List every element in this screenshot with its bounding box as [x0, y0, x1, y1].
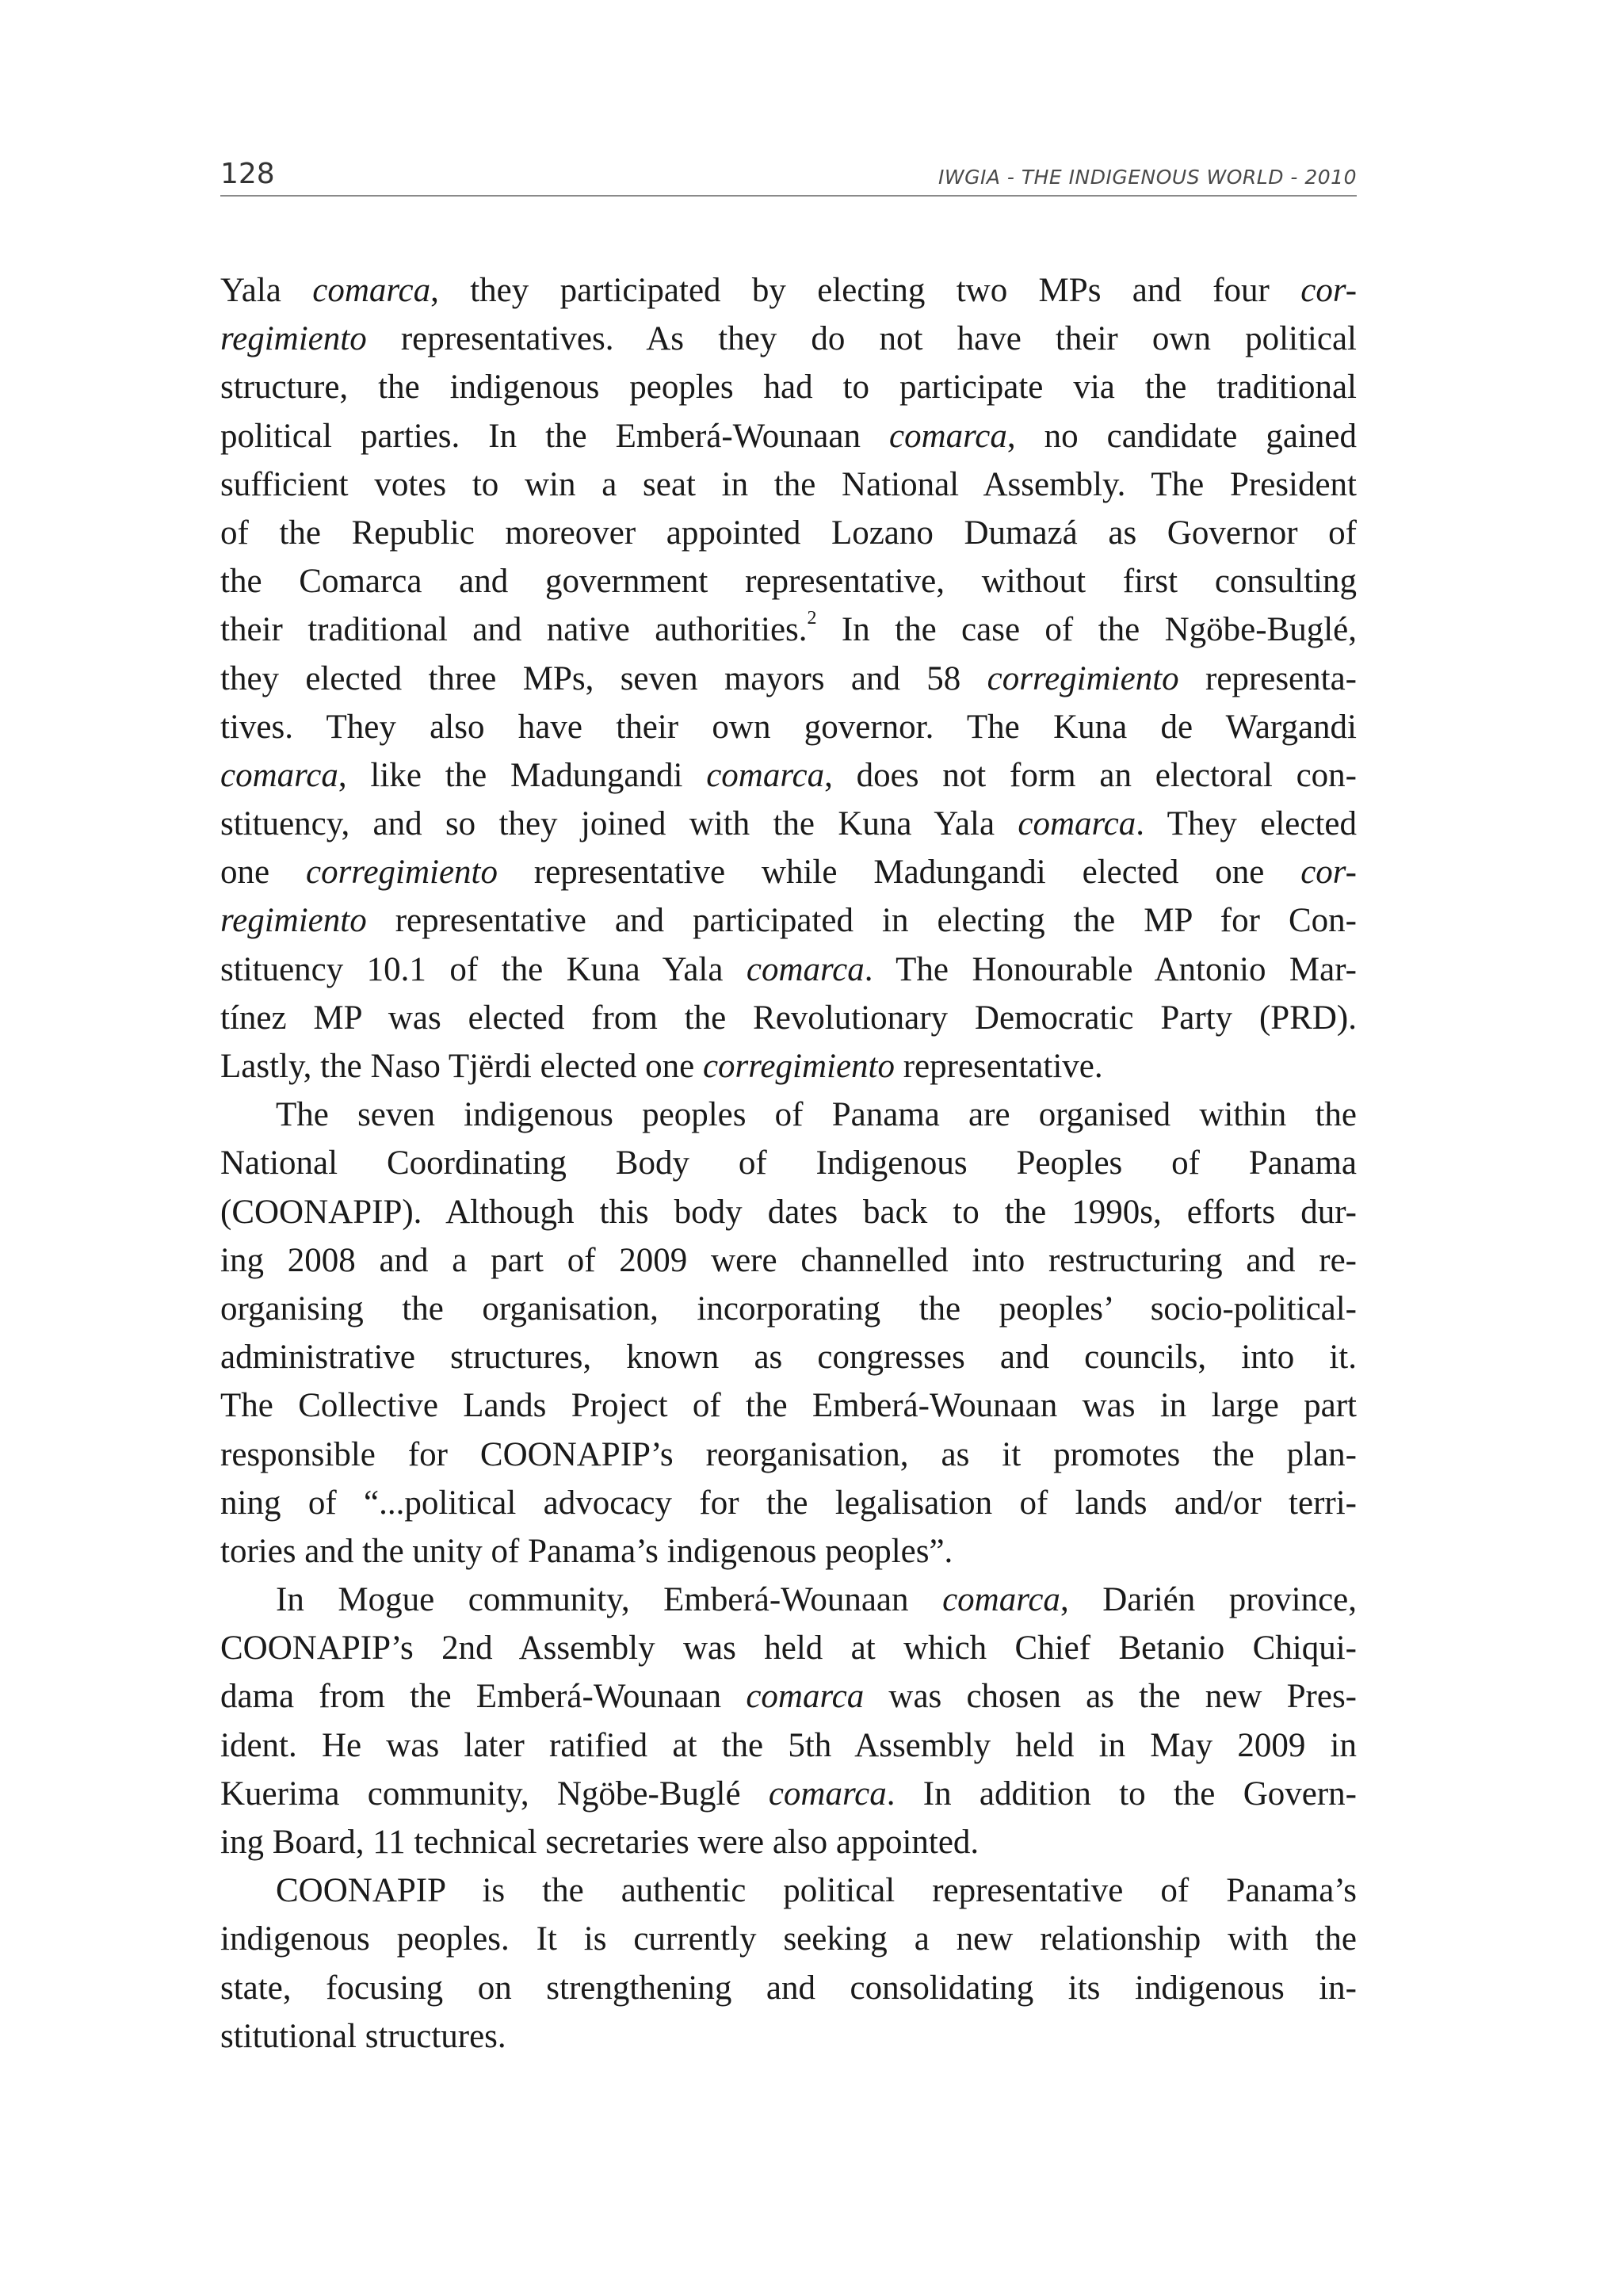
text-run: stitutional structures.	[220, 2017, 506, 2055]
italic-term: comarca	[768, 1775, 887, 1813]
text-run: tives. They also have their own governor. The Kuna de Wargandi	[220, 708, 1357, 746]
text-run: their traditional and native authorities.	[220, 611, 808, 649]
text-line	[220, 1721, 1357, 1770]
footnote-ref: 2	[807, 608, 817, 629]
text-run: COONAPIP’s 2nd Assembly was held at which Chief Betanio Chiqui-	[220, 1629, 1357, 1668]
text-line	[220, 848, 1357, 896]
italic-term: comarca	[1018, 805, 1136, 843]
text-line	[220, 946, 1357, 994]
text-run: In Mogue community, Emberá-Wounaan	[276, 1581, 943, 1619]
text-run: . They elected	[1136, 805, 1358, 843]
text-run: representatives. As they do not have their own political	[366, 320, 1357, 358]
text-run: representative while Madungandi elected one	[498, 854, 1301, 892]
text-run: they elected three MPs, seven mayors and 58	[220, 659, 987, 697]
italic-term: comarca	[746, 1678, 865, 1716]
italic-term: comarca	[746, 950, 865, 988]
text-line	[220, 1188, 1357, 1236]
paragraph	[220, 1866, 1357, 2061]
text-line	[220, 1818, 1357, 1866]
text-line	[220, 994, 1357, 1042]
italic-term: comarca	[220, 756, 338, 794]
text-line	[220, 1285, 1357, 1333]
text-run: representa-	[1178, 659, 1357, 697]
text-run: ning of “...political advocacy for the legalisation of lands and/or terri-	[220, 1484, 1357, 1522]
text-line	[220, 896, 1357, 945]
text-run: ing Board, 11 technical secretaries were also appointed.	[220, 1824, 980, 1861]
text-run: of the Republic moreover appointed Lozano Dumazá as Governor of	[220, 514, 1357, 552]
italic-term: cor-	[1300, 854, 1357, 892]
running-header	[220, 155, 1357, 197]
text-run: ing 2008 and a part of 2009 were channelled into restructuring and re-	[220, 1241, 1357, 1279]
text-line	[220, 1139, 1357, 1187]
text-run: (COONAPIP). Although this body dates back to the 1990s, efforts dur-	[220, 1193, 1357, 1231]
text-run: Kuerima community, Ngöbe-Buglé	[220, 1775, 769, 1813]
text-line	[220, 460, 1357, 509]
text-run: representative and participated in electing the MP for Con-	[366, 902, 1357, 940]
page-number: 128	[220, 158, 275, 190]
text-run: stituency, and so they joined with the Kuna Yala	[220, 805, 1018, 843]
text-line	[220, 1527, 1357, 1576]
text-line	[220, 363, 1357, 411]
text-line	[220, 1866, 1357, 1915]
text-run: sufficient votes to win a seat in the National Assembly. The President	[220, 465, 1357, 503]
italic-term: regimiento	[220, 902, 367, 940]
text-run: tories and the unity of Panama’s indigenous peoples”.	[220, 1532, 953, 1570]
text-line	[220, 1236, 1357, 1285]
text-run: political parties. In the Emberá-Wounaan	[220, 417, 889, 455]
text-run: The seven indigenous peoples of Panama are organised within the	[276, 1096, 1357, 1134]
italic-term: corregimiento	[305, 854, 498, 892]
italic-term: comarca	[312, 272, 431, 309]
text-line	[220, 1091, 1357, 1139]
text-line	[220, 557, 1357, 606]
text-run: Yala	[220, 272, 313, 309]
text-line	[220, 1672, 1357, 1721]
text-run: Lastly, the Naso Tjërdi elected one	[220, 1048, 703, 1085]
text-run: , they participated by electing two MPs and four	[430, 272, 1301, 309]
body-text	[220, 266, 1357, 2061]
text-run: , no candidate gained	[1006, 417, 1357, 455]
text-line	[220, 1576, 1357, 1624]
italic-term: regimiento	[220, 320, 367, 358]
text-run: ident. He was later ratified at the 5th Assembly held in May 2009 in	[220, 1726, 1357, 1764]
text-run: responsible for COONAPIP’s reorganisation, as it promotes the plan-	[220, 1435, 1357, 1473]
text-run: , Darién province,	[1060, 1581, 1357, 1619]
text-line	[220, 800, 1357, 848]
text-run: one	[220, 854, 306, 892]
text-line	[220, 2012, 1357, 2061]
italic-term: comarca	[942, 1581, 1060, 1619]
text-line	[220, 703, 1357, 751]
text-line	[220, 266, 1357, 315]
text-run: organising the organisation, incorporating the peoples’ socio-political-	[220, 1289, 1357, 1328]
text-line	[220, 655, 1357, 703]
italic-term: comarca	[889, 417, 1007, 455]
italic-term: comarca	[706, 756, 825, 794]
text-line	[220, 606, 1357, 654]
text-run: National Coordinating Body of Indigenous Peoples of Panama	[220, 1144, 1357, 1182]
italic-term: corregimiento	[987, 659, 1179, 697]
text-run: the Comarca and government representative, without first consulting	[220, 563, 1357, 601]
paragraph	[220, 1091, 1357, 1576]
text-run: structure, the indigenous peoples had to participate via the traditional	[220, 369, 1357, 407]
text-run: state, focusing on strengthening and consolidating its indigenous in-	[220, 1969, 1357, 2007]
text-line	[220, 315, 1357, 363]
paragraph	[220, 266, 1357, 1091]
text-run: stituency 10.1 of the Kuna Yala	[220, 950, 747, 988]
text-line	[220, 1770, 1357, 1818]
paragraph	[220, 1576, 1357, 1866]
text-line	[220, 1381, 1357, 1430]
text-line	[220, 1479, 1357, 1527]
text-line	[220, 1042, 1357, 1091]
text-run: indigenous peoples. It is currently seeking a new relationship with the	[220, 1920, 1357, 1958]
text-line	[220, 509, 1357, 557]
text-run: The Collective Lands Project of the Emberá-Wounaan was in large part	[220, 1387, 1357, 1425]
italic-term: corregimiento	[702, 1048, 895, 1085]
text-run: , like the Madungandi	[338, 756, 707, 794]
text-run: representative.	[894, 1048, 1103, 1085]
text-line	[220, 1915, 1357, 1963]
journal-title: IWGIA - THE INDIGENOUS WORLD - 2010	[938, 166, 1357, 189]
text-run: was chosen as the new Pres-	[864, 1678, 1358, 1716]
text-run: , does not form an electoral con-	[824, 756, 1357, 794]
text-line	[220, 412, 1357, 460]
text-line	[220, 1624, 1357, 1672]
text-run: . In addition to the Govern-	[886, 1775, 1357, 1813]
text-run: administrative structures, known as congresses and councils, into it.	[220, 1339, 1357, 1377]
text-run: . The Honourable Antonio Mar-	[864, 950, 1357, 988]
text-line	[220, 1964, 1357, 2012]
text-line	[220, 1333, 1357, 1381]
text-line	[220, 1431, 1357, 1479]
text-line	[220, 751, 1357, 800]
text-run: In the case of the Ngöbe-Buglé,	[816, 611, 1357, 649]
text-run: COONAPIP is the authentic political representative of Panama’s	[276, 1872, 1357, 1910]
italic-term: cor-	[1300, 272, 1358, 309]
text-run: dama from the Emberá-Wounaan	[220, 1678, 747, 1716]
text-run: tínez MP was elected from the Revolutionary Democratic Party (PRD).	[220, 999, 1357, 1037]
